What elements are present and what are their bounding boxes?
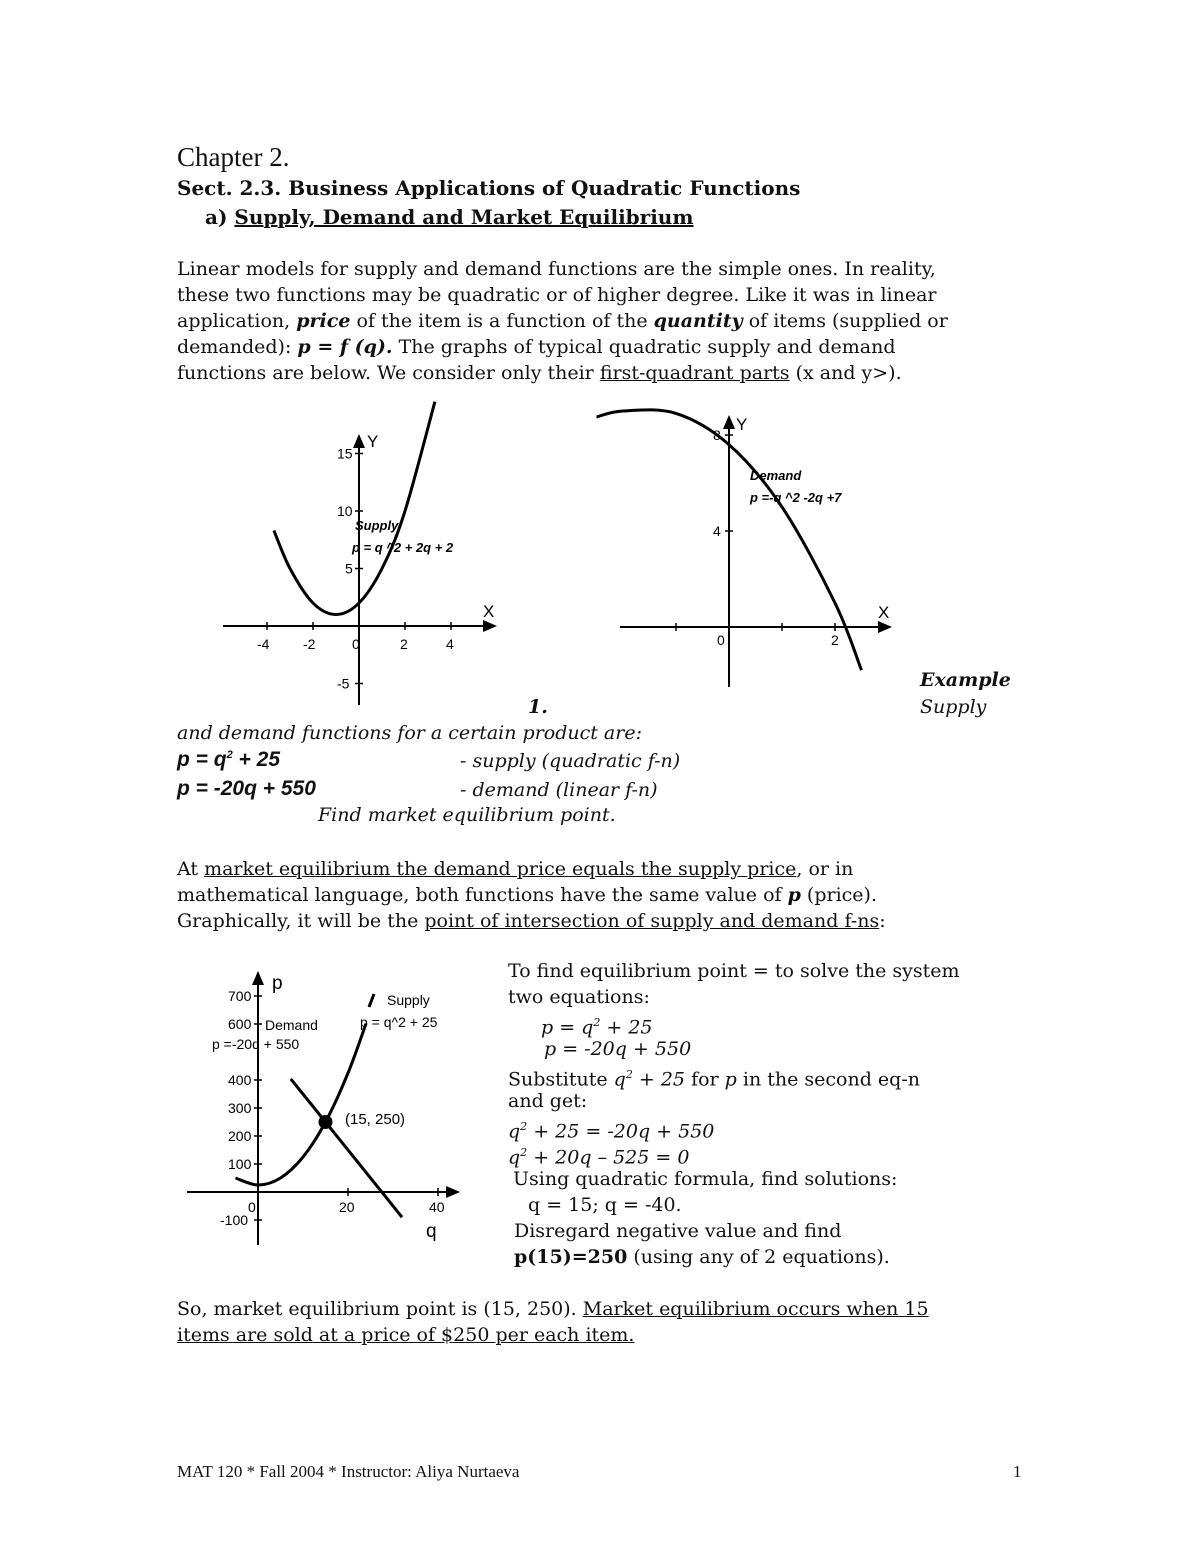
y-tick-label: 5 [345, 560, 353, 577]
supply-equation-example [177, 748, 280, 772]
sol-text: p = q [541, 1016, 594, 1039]
y-tick-label: 8 [713, 427, 721, 443]
exponent: 2 [520, 1146, 528, 1159]
eq-line [177, 882, 886, 908]
solution-line: two equations: [508, 986, 650, 1008]
exponent: 2 [226, 749, 233, 761]
solution-line: Using quadratic formula, find solutions: [513, 1168, 898, 1190]
intro-text: of items (supplied or [742, 310, 948, 332]
p-axis-label: p [272, 973, 283, 994]
sol-text: q [508, 1146, 521, 1169]
supply-leader-mark [369, 994, 374, 1007]
section-title: Sect. 2.3. Business Applications of Quadratic Functions [177, 176, 801, 200]
sol-result: p(15)=250 [514, 1246, 628, 1268]
y-tick-label: 4 [713, 523, 721, 539]
x-tick-label: 20 [339, 1199, 355, 1215]
conclusion-underlined: items are sold at a price of $250 per each item. [177, 1324, 635, 1346]
sol-text: q [508, 1120, 521, 1143]
equilibrium-chart [180, 965, 480, 1255]
chapter-title: Chapter 2. [177, 142, 290, 172]
sol-var: q [613, 1068, 626, 1091]
eq-part: p = q [177, 748, 227, 771]
y-axis-arrow [723, 415, 735, 429]
y-tick-label: 200 [228, 1128, 252, 1144]
sol-text: Substitute [508, 1068, 614, 1091]
solution-line [508, 1114, 960, 1143]
demand-equation-example: p = -20q + 550 [177, 777, 316, 800]
intro-line [177, 360, 948, 386]
footer-page-number: 1 [1013, 1462, 1022, 1481]
supply-label: Supply [355, 518, 399, 533]
y-tick-label: 100 [228, 1156, 252, 1172]
intro-line [177, 334, 948, 360]
subsection-title [205, 205, 694, 229]
quantity-term: quantity [653, 310, 743, 332]
exponent: 2 [593, 1016, 601, 1029]
x-tick-label: 0 [352, 636, 360, 652]
first-quadrant-term: first-quadrant parts [599, 362, 790, 384]
demand-equation: p =-q ^2 -2q +7 [750, 490, 842, 505]
intro-text: application, [177, 310, 297, 332]
conclusion-underlined: Market equilibrium occurs when 15 [582, 1298, 929, 1320]
solution-line [508, 1244, 960, 1270]
intersection-term: point of intersection of supply and demand f-ns [424, 910, 880, 932]
eq-text: , or in [796, 858, 854, 880]
supply-equation: p = q ^2 + 2q + 2 [352, 540, 454, 555]
footer-course-info: MAT 120 * Fall 2004 * Instructor: Aliya Nurtaeva [177, 1462, 520, 1481]
sol-text: for [685, 1068, 725, 1091]
eq-text: : [879, 910, 886, 932]
y-tick-label: 10 [337, 503, 353, 519]
intro-text: demanded): [177, 336, 298, 358]
solution-line [508, 1010, 960, 1039]
y-axis-arrow [252, 971, 264, 985]
y-axis-arrow [353, 434, 365, 448]
supply-note: - supply (quadratic f-n) [460, 750, 681, 772]
equilibrium-point [319, 1115, 333, 1129]
intro-line [177, 308, 948, 334]
y-axis-label: Y [367, 432, 379, 451]
sol-text: + 20q – 525 = 0 [527, 1146, 690, 1169]
x-tick-label: -4 [257, 636, 270, 652]
p-term: p [787, 884, 801, 906]
demand-series-equation: p =-20q + 550 [212, 1036, 300, 1052]
q-axis-label: q [426, 1221, 437, 1242]
eq-text: At [177, 858, 205, 880]
x-axis-arrow [446, 1186, 460, 1198]
demand-line [291, 1079, 402, 1217]
x-tick-label: -2 [303, 636, 316, 652]
solution-line [508, 1140, 960, 1169]
y-tick-label: 300 [228, 1100, 252, 1116]
x-axis-label: X [483, 602, 495, 621]
sol-text: (using any of 2 equations). [627, 1246, 890, 1268]
solution-block [508, 958, 960, 1270]
y-tick-label: -5 [337, 675, 350, 692]
sol-text: in the second eq-n [736, 1068, 920, 1091]
conclusion-text: So, market equilibrium point is (15, 250). [177, 1298, 583, 1320]
y-tick-label: 400 [228, 1072, 252, 1088]
example-supply-word: Supply [920, 696, 987, 718]
price-term: price [296, 310, 351, 332]
solution-line: p = -20q + 550 [544, 1038, 692, 1060]
example-intro: and demand functions for a certain product are: [177, 722, 642, 744]
y-tick-label: 700 [228, 988, 252, 1004]
demand-series-label: Demand [265, 1017, 318, 1033]
supply-series-label: Supply [387, 992, 430, 1008]
subsection-prefix: a) [205, 205, 228, 229]
y-axis-label: Y [736, 415, 748, 434]
intro-text: (x and y>). [789, 362, 902, 384]
exponent: 2 [625, 1068, 633, 1081]
x-tick-label: 40 [429, 1199, 445, 1215]
x-tick-label: 0 [717, 632, 725, 648]
function-notation: p = f (q). [297, 336, 393, 358]
sol-var: + 25 [632, 1068, 686, 1091]
x-tick-label: 2 [831, 632, 839, 648]
x-axis-arrow [483, 620, 497, 632]
intro-text: functions are below. We consider only their [177, 362, 600, 384]
example-task: Find market equilibrium point. [318, 804, 616, 826]
solution-line: To find equilibrium point = to solve the system [508, 960, 960, 982]
intro-line: Linear models for supply and demand functions are the simple ones. In reality, [177, 258, 936, 280]
subsection-text: Supply, Demand and Market Equilibrium [234, 205, 694, 229]
intro-line: these two functions may be quadratic or of higher degree. Like it was in linear [177, 284, 937, 306]
demand-chart [615, 405, 905, 695]
sol-var: p [724, 1068, 737, 1091]
equilibrium-paragraph [177, 856, 886, 934]
tick-group [676, 427, 839, 648]
eq-text: (price). [800, 884, 878, 906]
intro-text: The graphs of typical quadratic supply and demand [392, 336, 896, 358]
y-tick-label: -100 [220, 1212, 249, 1228]
demand-note: - demand (linear f-n) [460, 779, 658, 801]
eq-part: + 25 [232, 748, 281, 771]
conclusion-line [177, 1322, 929, 1348]
eq-text: Graphically, it will be the [177, 910, 425, 932]
y-tick-label: 600 [228, 1016, 252, 1032]
conclusion-line [177, 1296, 929, 1322]
x-tick-label: 2 [400, 636, 408, 652]
supply-series-equation: p = q^2 + 25 [360, 1014, 438, 1030]
conclusion-paragraph [177, 1296, 929, 1348]
example-word: Example [920, 669, 1011, 691]
supply-curve [274, 402, 435, 615]
solution-line: Disregard negative value and find [514, 1220, 842, 1242]
x-tick-label: 0 [248, 1199, 256, 1215]
eq-text: mathematical language, both functions have the same value of [177, 884, 788, 906]
eq-line [177, 856, 886, 882]
eq-definition: market equilibrium the demand price equals the supply price [204, 858, 797, 880]
tick-group [257, 446, 454, 692]
sol-text: + 25 = -20q + 550 [527, 1120, 715, 1143]
x-axis-label: X [878, 603, 890, 622]
exponent: 2 [520, 1120, 528, 1133]
intro-text: of the item is a function of the [350, 310, 654, 332]
x-tick-label: 4 [446, 636, 454, 652]
intro-paragraph [177, 256, 948, 386]
equilibrium-point-label: (15, 250) [345, 1111, 406, 1128]
demand-label: Demand [750, 468, 802, 483]
solution-line: q = 15; q = -40. [528, 1194, 682, 1216]
x-axis-arrow [878, 621, 892, 633]
example-number: 1. [528, 696, 548, 718]
solution-line: and get: [508, 1090, 588, 1112]
sol-text: + 25 [600, 1016, 653, 1039]
y-tick-label: 15 [337, 445, 353, 462]
eq-line [177, 908, 886, 934]
supply-chart [215, 425, 515, 715]
solution-line [508, 1062, 960, 1091]
